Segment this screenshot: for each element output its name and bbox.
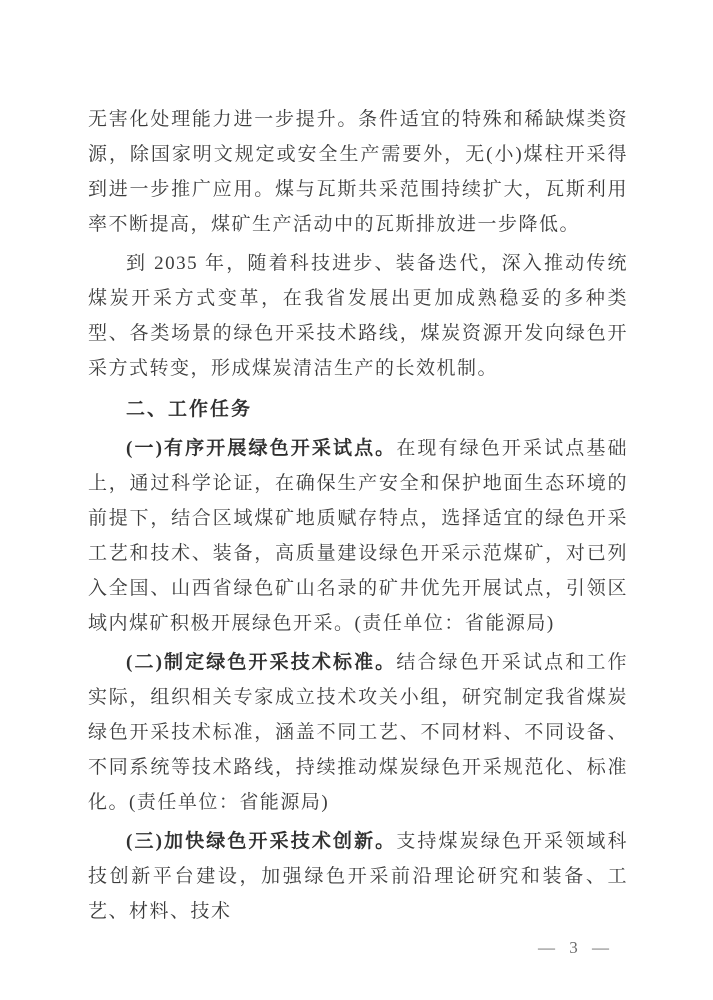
section-heading-work-tasks: 二、工作任务 <box>126 399 253 420</box>
task-3-lead: (三)加快绿色开采技术创新。 <box>126 831 397 852</box>
task-item-3 <box>88 824 628 929</box>
task-2-body: 结合绿色开采试点和工作实际，组织相关专家成立技术攻关小组，研究制定我省煤炭绿色开采技术标准，涵盖不同工艺、不同材料、不同设备、不同系统等技术路线，持续推动煤炭绿色开采规范化、标准化。(责任单位：省能源局) <box>88 652 628 813</box>
page-footer <box>88 930 628 965</box>
task-item-2 <box>88 645 628 820</box>
page-number: — 3 — <box>538 938 614 957</box>
paragraph-continuation: 无害化处理能力进一步提升。条件适宜的特殊和稀缺煤类资源，除国家明文规定或安全生产需要外，无(小)煤柱开采得到进一步推广应用。煤与瓦斯共采范围持续扩大，瓦斯利用率不断提高，煤矿生产活动中的瓦斯排放进一步降低。 <box>88 109 628 235</box>
task-1-lead: (一)有序开展绿色开采试点。 <box>126 438 397 459</box>
paragraph-2035-goal: 到 2035 年，随着科技进步、装备迭代，深入推动传统煤炭开采方式变革，在我省发展出更加成熟稳妥的多种类型、各类场景的绿色开采技术路线，煤炭资源开发向绿色开采方式转变，形成煤炭清洁生产的长效机制。 <box>88 253 628 379</box>
task-2-lead: (二)制定绿色开采技术标准。 <box>126 652 397 673</box>
task-item-1 <box>88 431 628 641</box>
task-3-body: 支持煤炭绿色开采领域科技创新平台建设，加强绿色开采前沿理论研究和装备、工艺、材料、技术 <box>88 831 628 922</box>
task-1-body: 在现有绿色开采试点基础上，通过科学论证，在确保生产安全和保护地面生态环境的前提下，结合区域煤矿地质赋存特点，选择适宜的绿色开采工艺和技术、装备，高质量建设绿色开采示范煤矿，对已列入全国、山西省绿色矿山名录的矿井优先开展试点，引领区域内煤矿积极开展绿色开采。(责任单位：省能源局) <box>88 438 628 634</box>
